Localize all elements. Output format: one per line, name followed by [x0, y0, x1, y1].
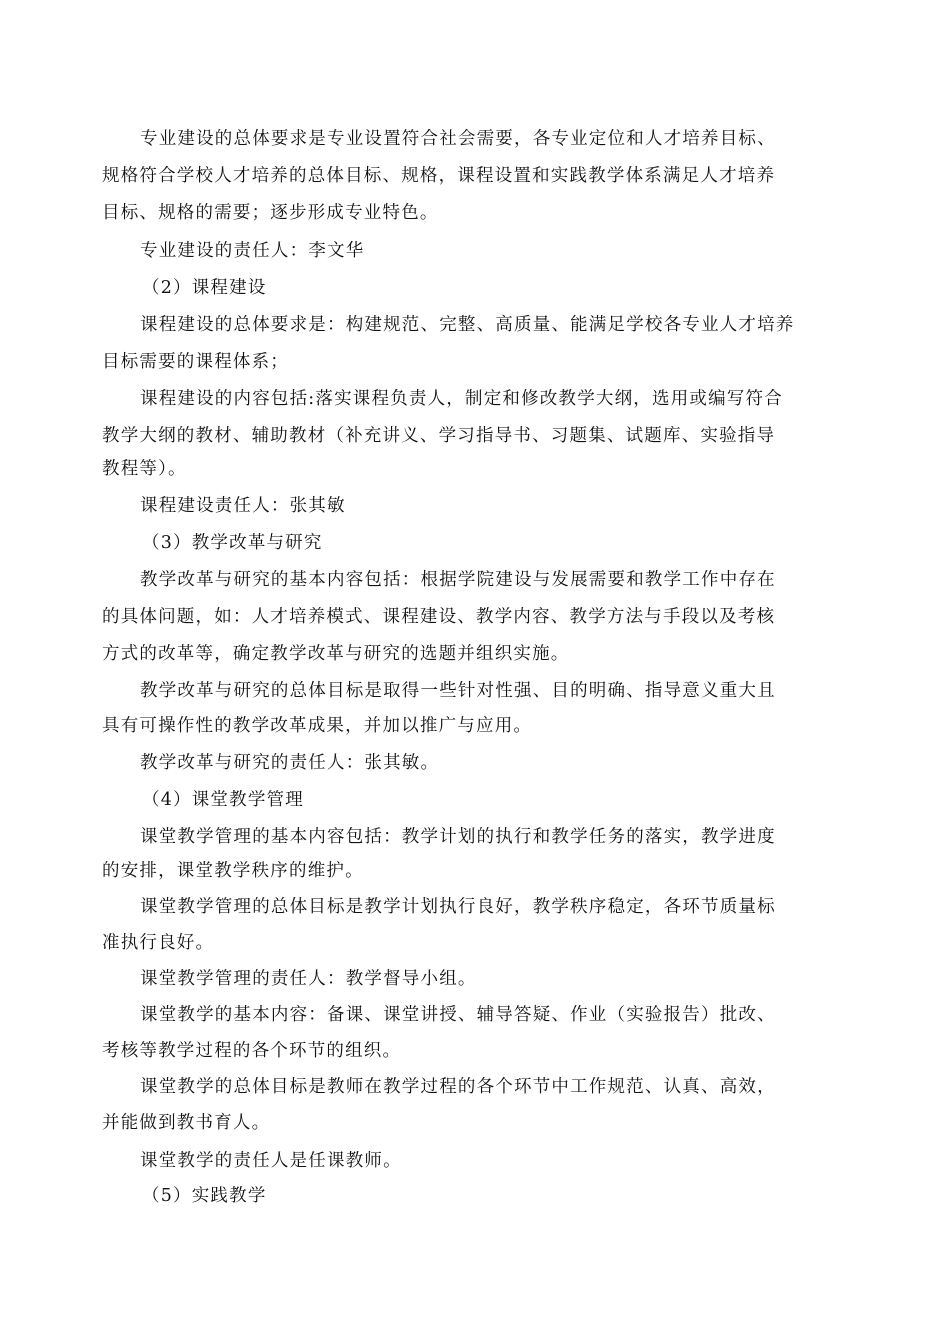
paragraph-line: 教学改革与研究的责任人：张其敏。	[140, 753, 440, 773]
paragraph-line: 课程建设责任人：张其敏	[140, 496, 346, 516]
paragraph-line: 准执行良好。	[102, 933, 215, 953]
paragraph-line: 的具体问题，如：人才培养模式、课程建设、教学内容、教学方法与手段以及考核	[102, 607, 776, 627]
paragraph-line: 专业建设的责任人：李文华	[140, 241, 365, 261]
paragraph-line: 规格符合学校人才培养的总体目标、规格，课程设置和实践教学体系满足人才培养	[102, 166, 776, 186]
paragraph-line: 方式的改革等，确定教学改革与研究的选题并组织实施。	[102, 644, 570, 664]
paragraph-line: 课程建设的内容包括:落实课程负责人，制定和修改教学大纲，选用或编写符合	[140, 389, 783, 409]
paragraph-line: 专业建设的总体要求是专业设置符合社会需要，各专业定位和人才培养目标、	[140, 129, 776, 149]
section-heading: （4）课堂教学管理	[142, 790, 304, 810]
paragraph-line: 课堂教学的基本内容：备课、课堂讲授、辅导答疑、作业（实验报告）批改、	[140, 1005, 776, 1025]
paragraph-line: 考核等教学过程的各个环节的组织。	[102, 1041, 402, 1061]
paragraph-line: 教学大纲的教材、辅助教材（补充讲义、学习指导书、习题集、试题库、实验指导	[102, 426, 776, 446]
paragraph-line: 课堂教学管理的基本内容包括：教学计划的执行和教学任务的落实，教学进度	[140, 827, 776, 847]
paragraph-line: 课程建设的总体要求是：构建规范、完整、高质量、能满足学校各专业人才培养	[140, 315, 795, 335]
paragraph-line: 课堂教学的责任人是任课教师。	[140, 1151, 402, 1171]
paragraph-line: 的安排，课堂教学秩序的维护。	[102, 861, 364, 881]
paragraph-line: 课堂教学管理的责任人：教学督导小组。	[140, 969, 477, 989]
paragraph-line: 教程等）。	[102, 459, 187, 479]
section-heading: （5）实践教学	[142, 1186, 267, 1206]
paragraph-line: 教学改革与研究的总体目标是取得一些针对性强、目的明确、指导意义重大且	[140, 681, 776, 701]
paragraph-line: 课堂教学管理的总体目标是教学计划执行良好，教学秩序稳定，各环节质量标	[140, 897, 776, 917]
paragraph-line: 目标需要的课程体系；	[102, 352, 289, 372]
paragraph-line: 具有可操作性的教学改革成果，并加以推广与应用。	[102, 716, 533, 736]
section-heading: （3）教学改革与研究	[142, 533, 323, 553]
paragraph-line: 目标、规格的需要；逐步形成专业特色。	[102, 203, 439, 223]
paragraph-line: 课堂教学的总体目标是教师在教学过程的各个环节中工作规范、认真、高效，	[140, 1077, 776, 1097]
paragraph-line: 教学改革与研究的基本内容包括：根据学院建设与发展需要和教学工作中存在	[140, 570, 776, 590]
paragraph-line: 并能做到教书育人。	[102, 1113, 271, 1133]
section-heading: （2）课程建设	[142, 278, 267, 298]
